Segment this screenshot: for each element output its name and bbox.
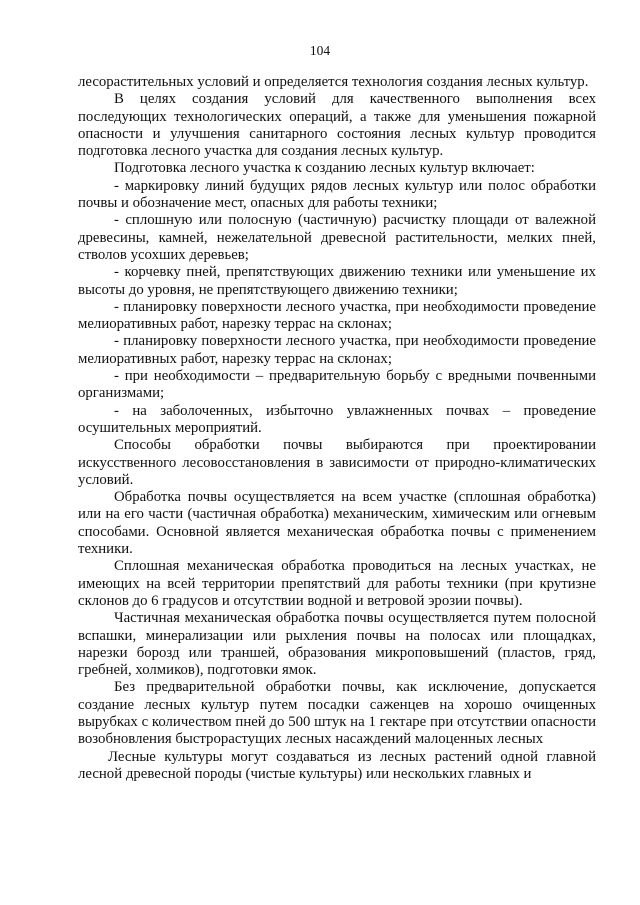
list-item: - планировку поверхности лесного участка, при необходимости проведение мелиоративных работ, нарезку террас на склонах; — [78, 333, 596, 367]
list-item: - сплошную или полосную (частичную) расчистку площади от валежной древесины, камней, нежелательной древесной растительности, мелких пней, стволов усохших деревьев; — [78, 212, 596, 263]
paragraph: Способы обработки почвы выбираются при проектировании искусственного лесовосстановления в зависимости от природно-климатических условий. — [78, 437, 596, 488]
body-text — [78, 74, 596, 783]
paragraph: В целях создания условий для качественного выполнения всех последующих технологических операций, а также для уменьшения пожарной опасности и улучшения санитарного состояния лесных культур проводится подготовка лесного участка для создания лесных культур. — [78, 91, 596, 160]
paragraph-list-intro: Подготовка лесного участка к созданию лесных культур включает: — [114, 160, 535, 177]
paragraph: Частичная механическая обработка почвы осуществляется путем полосной вспашки, минерализации или рыхления почвы на полосах или площадках, нарезки борозд или траншей, образования микроповышений (пластов, гряд, гребней, холмиков), подготовки ямок. — [78, 610, 596, 679]
paragraph: Обработка почвы осуществляется на всем участке (сплошная обработка) или на его части (частичная обработка) механическим, химическим или огневым способами. Основной является механическая обработка почвы с применением техники. — [78, 489, 596, 558]
page-number: 104 — [309, 43, 331, 58]
list-item: - маркировку линий будущих рядов лесных культур или полос обработки почвы и обозначение мест, опасных для работы техники; — [78, 177, 596, 212]
list-item: - планировку поверхности лесного участка, при необходимости проведение мелиоративных работ, нарезку террас на склонах; — [78, 298, 596, 333]
list-item: - при необходимости – предварительную борьбу с вредными почвенными организмами; — [78, 368, 596, 402]
paragraph-continuation: лесорастительных условий и определяется технология создания лесных культур. — [78, 74, 589, 90]
list-item: - на заболоченных, избыточно увлажненных почвах – проведение осушительных мероприятий. — [78, 402, 596, 436]
list-item: - корчевку пней, препятствующих движению техники или уменьшение их высоты до уровня, не препятствующего движению техники; — [78, 264, 596, 298]
paragraph: Без предварительной обработки почвы, как исключение, допускается создание лесных культур путем посадки саженцев на хорошо очищенных вырубках с количеством пней до 500 штук на 1 гектаре при отсутствии опасности возобновления быстрорастущих лесных насаждений малоценных лесных — [78, 679, 596, 748]
paragraph: Сплошная механическая обработка проводиться на лесных участках, не имеющих на всей территории препятствий для работы техники (при крутизне склонов до 6 градусов и отсутствии водной и ветровой эрозии почвы). — [78, 558, 596, 609]
paragraph: Лесные культуры могут создаваться из лесных растений одной главной лесной древесной породы (чистые культуры) или нескольких главных и — [78, 748, 596, 782]
